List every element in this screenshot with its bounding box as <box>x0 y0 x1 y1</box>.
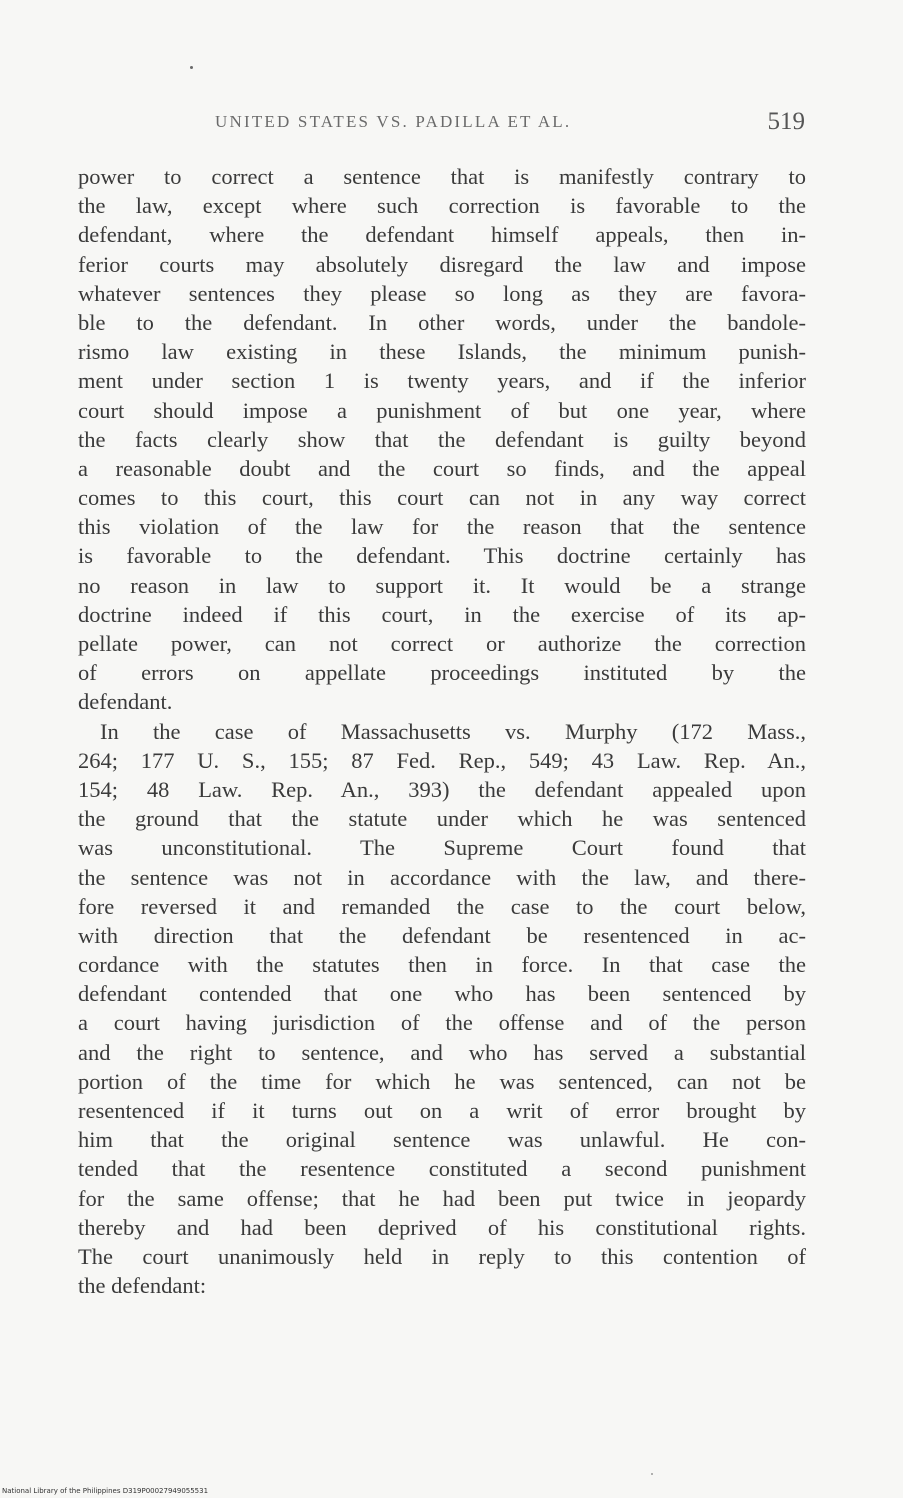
text-line: 154; 48 Law. Rep. An., 393) the defendant appealed upon <box>78 776 806 802</box>
text-line: a reasonable doubt and the court so finds, and the appeal <box>78 455 806 481</box>
text-line: thereby and had been deprived of his constitutional rights. <box>78 1214 806 1240</box>
text-line: cordance with the statutes then in force. In that case the <box>78 952 806 978</box>
text-line: this violation of the law for the reason that the sentence <box>78 514 806 540</box>
text-line: the defendant: <box>78 1273 207 1299</box>
text-line: doctrine indeed if this court, in the exercise of its ap- <box>78 601 806 627</box>
text-line: 264; 177 U. S., 155; 87 Fed. Rep., 549; 43 Law. Rep. An., <box>78 747 806 773</box>
ink-speck <box>651 1473 653 1475</box>
footer-stamp: National Library of the Philippines D319P00027949055531 <box>2 1487 209 1495</box>
text-line: defendant. <box>78 689 173 715</box>
text-line: rismo law existing in these Islands, the minimum punish- <box>78 339 806 365</box>
text-line: with direction that the defendant be resentenced in ac- <box>78 922 806 948</box>
text-line: the law, except where such correction is favorable to the <box>78 193 806 219</box>
text-line: ferior courts may absolutely disregard the law and impose <box>78 251 806 277</box>
running-head: UNITED STATES VS. PADILLA ET AL. <box>215 112 572 131</box>
text-line: and the right to sentence, and who has served a substantial <box>78 1039 806 1065</box>
text-line: In the case of Massachusetts vs. Murphy (172 Mass., <box>100 718 806 744</box>
text-line: of errors on appellate proceedings instituted by the <box>78 660 806 686</box>
page-header <box>215 108 805 144</box>
text-line: power to correct a sentence that is manifestly contrary to <box>78 164 806 189</box>
text-line: portion of the time for which he was sentenced, can not be <box>78 1068 806 1094</box>
text-line: for the same offense; that he had been put twice in jeopardy <box>78 1185 806 1211</box>
paragraph-2 <box>78 717 806 1301</box>
text-line: no reason in law to support it. It would be a strange <box>78 572 806 598</box>
body-text <box>78 162 806 1300</box>
text-line: The court unanimously held in reply to this contention of <box>78 1243 806 1269</box>
ink-speck <box>190 66 193 69</box>
text-line: the ground that the statute under which he was sentenced <box>78 806 806 832</box>
text-line: was unconstitutional. The Supreme Court found that <box>78 835 806 861</box>
text-line: comes to this court, this court can not in any way correct <box>78 485 806 511</box>
page-number: 519 <box>767 108 805 135</box>
text-line: whatever sentences they please so long as they are favora- <box>78 280 806 306</box>
text-line: court should impose a punishment of but one year, where <box>78 397 806 423</box>
text-line: ment under section 1 is twenty years, and if the inferior <box>78 368 806 394</box>
text-line: defendant contended that one who has been sentenced by <box>78 981 806 1007</box>
text-line: defendant, where the defendant himself appeals, then in- <box>78 222 806 248</box>
text-line: the facts clearly show that the defendant is guilty beyond <box>78 426 806 452</box>
text-line: is favorable to the defendant. This doctrine certainly has <box>78 543 806 569</box>
text-line: tended that the resentence constituted a second punishment <box>78 1156 806 1182</box>
text-line: fore reversed it and remanded the case to the court below, <box>78 893 806 919</box>
text-line: ble to the defendant. In other words, under the bandole- <box>78 309 806 335</box>
text-line: him that the original sentence was unlawful. He con- <box>78 1127 806 1153</box>
paragraph-1 <box>78 162 806 717</box>
text-line: pellate power, can not correct or authorize the correction <box>78 631 806 656</box>
text-line: resentenced if it turns out on a writ of error brought by <box>78 1098 806 1123</box>
text-line: the sentence was not in accordance with the law, and there- <box>78 864 806 890</box>
text-line: a court having jurisdiction of the offense and of the person <box>78 1010 806 1036</box>
